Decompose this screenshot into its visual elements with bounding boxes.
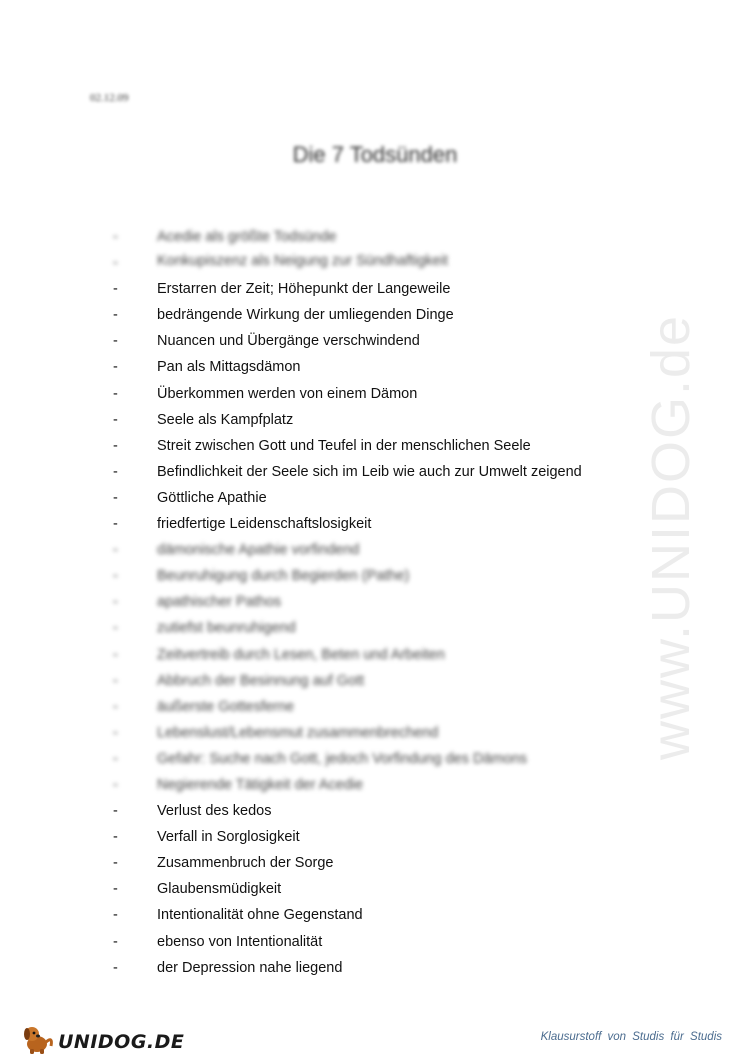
list-item-text: Befindlichkeit der Seele sich im Leib wie auch zur Umwelt zeigend [157, 463, 582, 480]
list-item-text: Zusammenbruch der Sorge [157, 855, 334, 872]
list-item-text: Acedie als größte Todsünde [157, 229, 337, 245]
list-item: - Pan als Mittagsdämon [0, 356, 680, 382]
list-item-text: Negierende Tätigkeit der Acedie [157, 776, 364, 793]
list-item-text: zutiefst beunruhigend [157, 620, 296, 637]
watermark: www.UNIDOG.de [641, 313, 701, 760]
bullet-list [0, 226, 680, 983]
list-item: - Göttliche Apathie [0, 487, 680, 513]
list-item: - Glaubensmüdigkeit [0, 878, 680, 904]
list-item-text: Intentionalität ohne Gegenstand [157, 907, 363, 924]
list-item: - Verfall in Sorglosigkeit [0, 826, 680, 852]
list-item: - apathischer Pathos [0, 591, 680, 617]
list-item-text: Konkupiszenz als Neigung zur Sündhaftigkeit [157, 253, 448, 270]
dog-icon [22, 1022, 56, 1056]
list-item-text: Streit zwischen Gott und Teufel in der menschlichen Seele [157, 437, 531, 454]
list-item: - Nuancen und Übergänge verschwindend [0, 330, 680, 356]
list-item-text: Erstarren der Zeit; Höhepunkt der Langeweile [157, 281, 451, 298]
list-item-text: bedrängende Wirkung der umliegenden Dinge [157, 307, 454, 324]
list-item-text: Gefahr: Suche nach Gott, jedoch Vorfindung des Dämons [157, 750, 527, 767]
list-item-text: friedfertige Leidenschaftslosigkeit [157, 516, 372, 533]
list-item: - Verlust des kedos [0, 800, 680, 826]
list-item: - bedrängende Wirkung der umliegenden Dinge [0, 304, 680, 330]
footer-slogan: Klausurstoff von Studis für Studis [540, 1031, 722, 1043]
list-item-text: Lebenslust/Lebensmut zusammenbrechend [157, 724, 439, 741]
footer-logo[interactable] [22, 1016, 184, 1056]
list-item: - Befindlichkeit der Seele sich im Leib wie auch zur Umwelt zeigend [0, 461, 680, 487]
list-item: - Intentionalität ohne Gegenstand [0, 904, 680, 930]
list-item-text: Göttliche Apathie [157, 489, 267, 506]
date-stamp: 02.12.09 [90, 92, 129, 104]
list-item-text: Abbruch der Besinnung auf Gott [157, 672, 365, 689]
list-item: - Überkommen werden von einem Dämon [0, 383, 680, 409]
list-item: - Zeitvertreib durch Lesen, Beten und Arbeiten [0, 644, 680, 670]
list-item: - Gefahr: Suche nach Gott, jedoch Vorfindung des Dämons [0, 748, 680, 774]
list-item: - Erstarren der Zeit; Höhepunkt der Langeweile [0, 278, 680, 304]
list-item-text: Seele als Kampfplatz [157, 411, 294, 428]
list-item-text: äußerste Gottesferne [157, 698, 295, 715]
list-item-text: ebenso von Intentionalität [157, 933, 323, 950]
list-item: - Konkupiszenz als Neigung zur Sündhaftigkeit [0, 252, 680, 278]
list-item: - Seele als Kampfplatz [0, 409, 680, 435]
list-item: - Streit zwischen Gott und Teufel in der menschlichen Seele [0, 435, 680, 461]
list-item: - der Depression nahe liegend [0, 957, 680, 983]
list-item-text: Zeitvertreib durch Lesen, Beten und Arbeiten [157, 646, 445, 663]
list-item: - Beunruhigung durch Begierden (Pathe) [0, 565, 680, 591]
list-item-text: der Depression nahe liegend [157, 959, 343, 976]
list-item: - zutiefst beunruhigend [0, 617, 680, 643]
list-item-text: Verfall in Sorglosigkeit [157, 829, 300, 846]
list-item: - Lebenslust/Lebensmut zusammenbrechend [0, 722, 680, 748]
list-item-text: Überkommen werden von einem Dämon [157, 385, 418, 402]
list-item: - Zusammenbruch der Sorge [0, 852, 680, 878]
list-item-text: dämonische Apathie vorfindend [157, 542, 360, 559]
logo-text: UNIDOG.DE [58, 1031, 185, 1053]
list-item: - äußerste Gottesferne [0, 696, 680, 722]
list-item-text: apathischer Pathos [157, 594, 282, 611]
list-item: - Negierende Tätigkeit der Acedie [0, 774, 680, 800]
list-item: - friedfertige Leidenschaftslosigkeit [0, 513, 680, 539]
list-item: - Acedie als größte Todsünde [0, 226, 680, 252]
list-item-text: Pan als Mittagsdämon [157, 359, 301, 376]
list-item: - Abbruch der Besinnung auf Gott [0, 670, 680, 696]
list-item-text: Verlust des kedos [157, 803, 272, 820]
list-item: - dämonische Apathie vorfindend [0, 539, 680, 565]
list-item-text: Glaubensmüdigkeit [157, 881, 282, 898]
list-item: - ebenso von Intentionalität [0, 931, 680, 957]
list-item-text: Nuancen und Übergänge verschwindend [157, 333, 420, 350]
list-item-text: Beunruhigung durch Begierden (Pathe) [157, 568, 410, 585]
page-title: Die 7 Todsünden [292, 142, 458, 167]
